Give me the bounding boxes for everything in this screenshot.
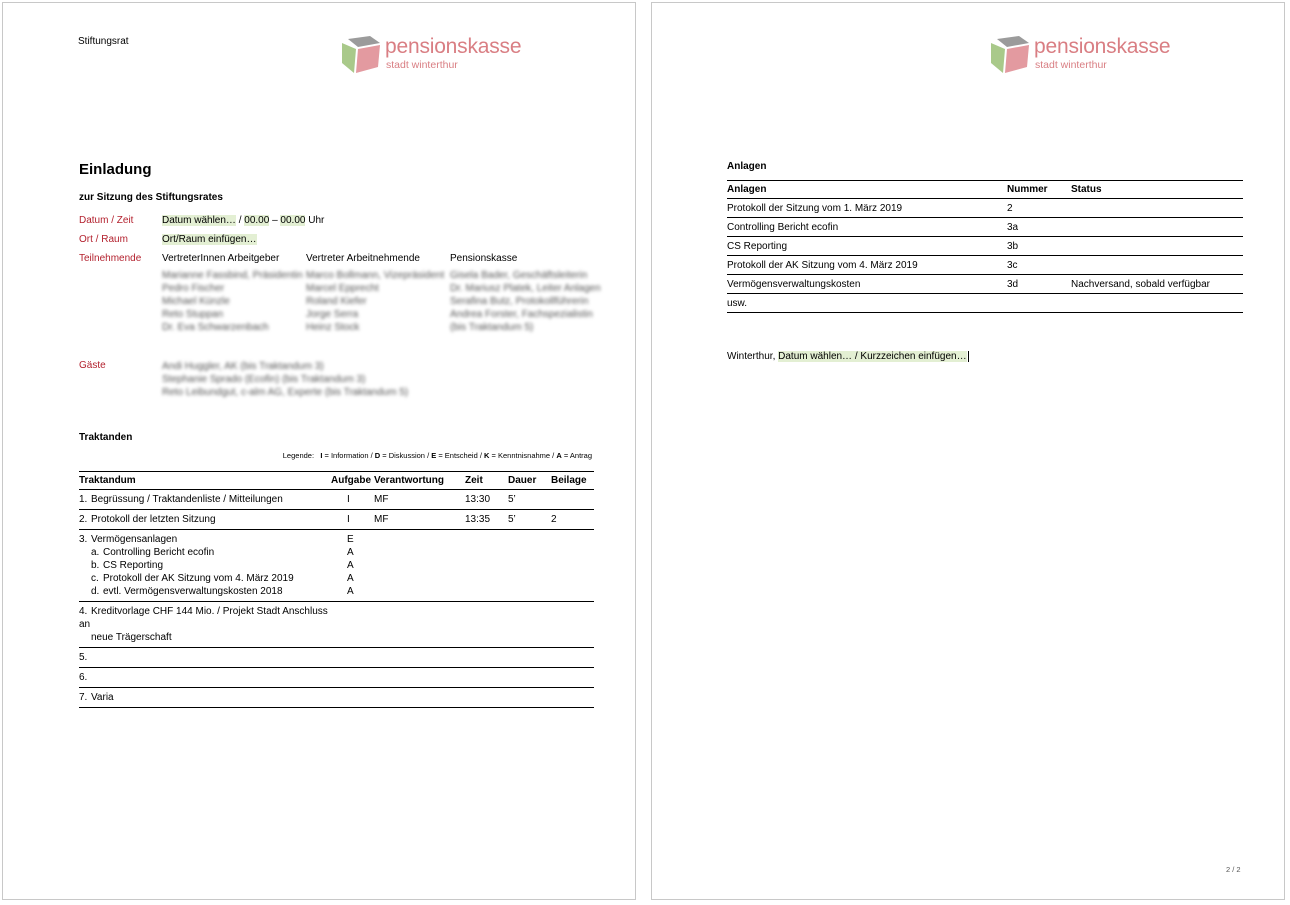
participant: Reto Stuppan xyxy=(162,309,224,320)
traktandum-cell xyxy=(79,648,331,668)
traktandum-cell xyxy=(79,510,331,530)
anlage-cell: usw. xyxy=(727,294,1007,313)
document-page-1 xyxy=(2,2,636,900)
participants-column-employer xyxy=(162,253,312,334)
participant: Michael Künzle xyxy=(162,296,230,307)
table-row xyxy=(727,294,1243,313)
initials-field[interactable]: Kurzzeichen einfügen… xyxy=(860,351,967,362)
traktanden-heading: Traktanden xyxy=(79,432,133,443)
traktanden-table xyxy=(79,471,594,708)
legend-text: = Information / xyxy=(322,451,375,460)
time-dash: – xyxy=(269,215,281,226)
item-number: 7. xyxy=(79,692,88,703)
sub-letter: b. xyxy=(91,560,100,571)
guest: Stephanie Sprado (Ecofin) (bis Traktandum 3) xyxy=(162,374,366,385)
item-number: 2. xyxy=(79,514,88,525)
page-number: 2 / 2 xyxy=(1226,865,1241,874)
sub-title: Controlling Bericht ecofin xyxy=(103,547,215,558)
col-header-nummer: Nummer xyxy=(1007,181,1071,199)
anlagen-table xyxy=(727,180,1243,313)
col-header-traktandum: Traktandum xyxy=(79,472,331,490)
aufgabe-value: A xyxy=(347,560,354,571)
participant: Marcel Epprecht xyxy=(306,283,379,294)
table-header-row xyxy=(79,472,594,490)
logo-subtitle: stadt winterthur xyxy=(386,59,458,71)
ort-value xyxy=(162,234,257,245)
item-number: 3. xyxy=(79,534,88,545)
participants-column-pensionskasse xyxy=(450,253,600,334)
zeit-cell xyxy=(465,602,508,648)
anlage-cell: Protokoll der Sitzung vom 1. März 2019 xyxy=(727,199,1007,218)
nummer-cell: 3d xyxy=(1007,275,1071,294)
col-header-aufgabe: Aufgabe xyxy=(331,472,374,490)
status-cell xyxy=(1071,218,1243,237)
anlage-cell: Protokoll der AK Sitzung vom 4. März 2019 xyxy=(727,256,1007,275)
table-row xyxy=(79,530,594,602)
dauer-cell xyxy=(508,602,551,648)
participant: Andrea Forster, Fachspezialistin xyxy=(450,309,593,320)
guest-list xyxy=(162,360,408,399)
guest: Andi Huggler, AK (bis Traktandum 3) xyxy=(162,361,324,372)
datum-label: Datum / Zeit xyxy=(79,215,134,226)
table-row xyxy=(79,668,594,688)
nummer-cell: 2 xyxy=(1007,199,1071,218)
item-title: Begrüssung / Traktandenliste / Mitteilungen xyxy=(91,494,283,505)
item-title: Kreditvorlage CHF 144 Mio. / Projekt Stadt Anschluss an xyxy=(79,606,328,630)
legend-key: A xyxy=(556,451,562,460)
dauer-cell: 5’ xyxy=(508,490,551,510)
table-row xyxy=(727,218,1243,237)
zeit-cell xyxy=(465,530,508,602)
logo-cube-icon xyxy=(989,33,1031,75)
participant: Gisela Bader, Geschäftsleiterin xyxy=(450,270,588,281)
nummer-cell: 3b xyxy=(1007,237,1071,256)
col-header-zeit: Zeit xyxy=(465,472,508,490)
sub-letter: d. xyxy=(91,586,100,597)
sub-title: evtl. Vermögensverwaltungskosten 2018 xyxy=(103,586,283,597)
participant: Dr. Eva Schwarzenbach xyxy=(162,322,269,333)
col-header-anlagen: Anlagen xyxy=(727,181,1007,199)
legend-text: = Diskussion / xyxy=(380,451,432,460)
participant: Heinz Stock xyxy=(306,322,360,333)
nummer-cell: 3c xyxy=(1007,256,1071,275)
participant: Dr. Mariusz Platek, Leiter Anlagen xyxy=(450,283,601,294)
date-picker-field[interactable]: Datum wählen… xyxy=(162,215,236,226)
aufgabe-cell xyxy=(331,602,374,648)
participant: (bis Traktandum 5) xyxy=(450,322,534,333)
sub-letter: a. xyxy=(91,547,100,558)
aufgabe-cell: I xyxy=(331,490,374,510)
item-title: Protokoll der letzten Sitzung xyxy=(91,514,216,525)
beilage-cell xyxy=(551,602,594,648)
time-unit: Uhr xyxy=(305,215,325,226)
signature-separator: / xyxy=(852,351,861,362)
traktandum-cell xyxy=(79,490,331,510)
anlagen-heading: Anlagen xyxy=(727,161,767,172)
logo-name: pensionskasse xyxy=(1034,35,1171,58)
document-page-2 xyxy=(651,2,1285,900)
item-number: 6. xyxy=(79,672,88,683)
item-title: Varia xyxy=(91,692,114,703)
dauer-cell xyxy=(508,530,551,602)
legend-key: I xyxy=(320,451,323,460)
signature-line xyxy=(727,351,969,362)
status-cell: Nachversand, sobald verfügbar xyxy=(1071,275,1243,294)
aufgabe-value: A xyxy=(347,573,354,584)
traktandum-cell xyxy=(79,530,331,602)
participant: Marco Bollmann, Vizepräsident xyxy=(306,270,445,281)
col-header-beilage: Beilage xyxy=(551,472,594,490)
participants-column-employees xyxy=(306,253,456,334)
aufgabe-value: E xyxy=(347,534,354,545)
item-number: 1. xyxy=(79,494,88,505)
status-cell xyxy=(1071,237,1243,256)
participant: Marianne Fassbind, Präsidentin xyxy=(162,270,303,281)
verantwortung-cell xyxy=(374,602,465,648)
table-row xyxy=(79,602,594,648)
text-cursor xyxy=(968,351,969,362)
column-header: Pensionskasse xyxy=(450,253,518,264)
item-title: Vermögensanlagen xyxy=(91,534,178,545)
traktandum-cell xyxy=(79,668,331,688)
zeit-cell: 13:30 xyxy=(465,490,508,510)
anlage-cell: CS Reporting xyxy=(727,237,1007,256)
table-row xyxy=(727,199,1243,218)
anlage-cell: Controlling Bericht ecofin xyxy=(727,218,1007,237)
item-number: 4. xyxy=(79,606,88,617)
legend-text: = Antrag xyxy=(561,451,592,460)
gaeste-label: Gäste xyxy=(79,360,106,371)
beilage-cell: 2 xyxy=(551,510,594,530)
table-row xyxy=(727,256,1243,275)
ort-input-field[interactable]: Ort/Raum einfügen… xyxy=(162,234,257,245)
beilage-cell xyxy=(551,530,594,602)
nummer-cell xyxy=(1007,294,1071,313)
item-title-continued: neue Trägerschaft xyxy=(91,632,172,643)
table-row xyxy=(79,648,594,668)
start-time-field[interactable]: 00.00 xyxy=(244,215,270,226)
traktandum-cell xyxy=(79,688,331,708)
participant: Pedro Fischer xyxy=(162,283,225,294)
participant: Roland Kiefer xyxy=(306,296,367,307)
datum-separator: / xyxy=(235,215,245,226)
column-header: Vertreter Arbeitnehmende xyxy=(306,253,420,264)
status-cell xyxy=(1071,294,1243,313)
ort-label: Ort / Raum xyxy=(79,234,128,245)
anlage-cell: Vermögensverwaltungskosten xyxy=(727,275,1007,294)
legend-text: = Kenntnisnahme / xyxy=(489,451,557,460)
aufgabe-value: A xyxy=(347,547,354,558)
sub-title: Protokoll der AK Sitzung vom 4. März 2019 xyxy=(103,573,294,584)
table-row xyxy=(79,510,594,530)
signature-place: Winterthur, xyxy=(727,351,779,362)
participant: Serafina Butz, Protokollführerin xyxy=(450,296,589,307)
sub-title: CS Reporting xyxy=(103,560,164,571)
verantwortung-cell: MF xyxy=(374,490,465,510)
aufgabe-cell: I xyxy=(331,510,374,530)
zeit-cell: 13:35 xyxy=(465,510,508,530)
status-cell xyxy=(1071,256,1243,275)
pensionskasse-logo xyxy=(340,33,530,77)
col-header-dauer: Dauer xyxy=(508,472,551,490)
page-title: Einladung xyxy=(79,161,152,178)
legend-key: D xyxy=(374,451,381,460)
table-header-row xyxy=(727,181,1243,199)
teilnehmende-label: Teilnehmende xyxy=(79,253,142,264)
legend xyxy=(283,451,592,460)
aufgabe-value: A xyxy=(347,586,354,597)
legend-key: K xyxy=(484,451,490,460)
status-cell xyxy=(1071,199,1243,218)
traktandum-cell xyxy=(79,602,331,648)
pensionskasse-logo xyxy=(989,33,1179,77)
header-label: Stiftungsrat xyxy=(78,36,129,47)
logo-cube-icon xyxy=(340,33,382,75)
signature-date-field[interactable]: Datum wählen… xyxy=(778,351,853,362)
table-row xyxy=(727,275,1243,294)
verantwortung-cell xyxy=(374,530,465,602)
legend-key: E xyxy=(431,451,437,460)
item-number: 5. xyxy=(79,652,88,663)
col-header-status: Status xyxy=(1071,181,1243,199)
logo-subtitle: stadt winterthur xyxy=(1035,59,1107,71)
datum-value xyxy=(162,215,324,226)
aufgabe-cell xyxy=(331,530,374,602)
nummer-cell: 3a xyxy=(1007,218,1071,237)
page-subtitle: zur Sitzung des Stiftungsrates xyxy=(79,192,223,203)
verantwortung-cell: MF xyxy=(374,510,465,530)
beilage-cell xyxy=(551,490,594,510)
legend-text: = Entscheid / xyxy=(436,451,484,460)
col-header-verantwortung: Verantwortung xyxy=(374,472,465,490)
participant: Jorge Serra xyxy=(306,309,359,320)
table-row xyxy=(79,688,594,708)
sub-letter: c. xyxy=(91,573,99,584)
guest: Reto Leibundgut, c-alm AG, Experte (bis Traktandum 5) xyxy=(162,387,409,398)
logo-name: pensionskasse xyxy=(385,35,522,58)
table-row xyxy=(727,237,1243,256)
legend-prefix: Legende: xyxy=(282,451,315,460)
dauer-cell: 5’ xyxy=(508,510,551,530)
table-row xyxy=(79,490,594,510)
column-header: VertreterInnen Arbeitgeber xyxy=(162,253,280,264)
end-time-field[interactable]: 00.00 xyxy=(280,215,306,226)
